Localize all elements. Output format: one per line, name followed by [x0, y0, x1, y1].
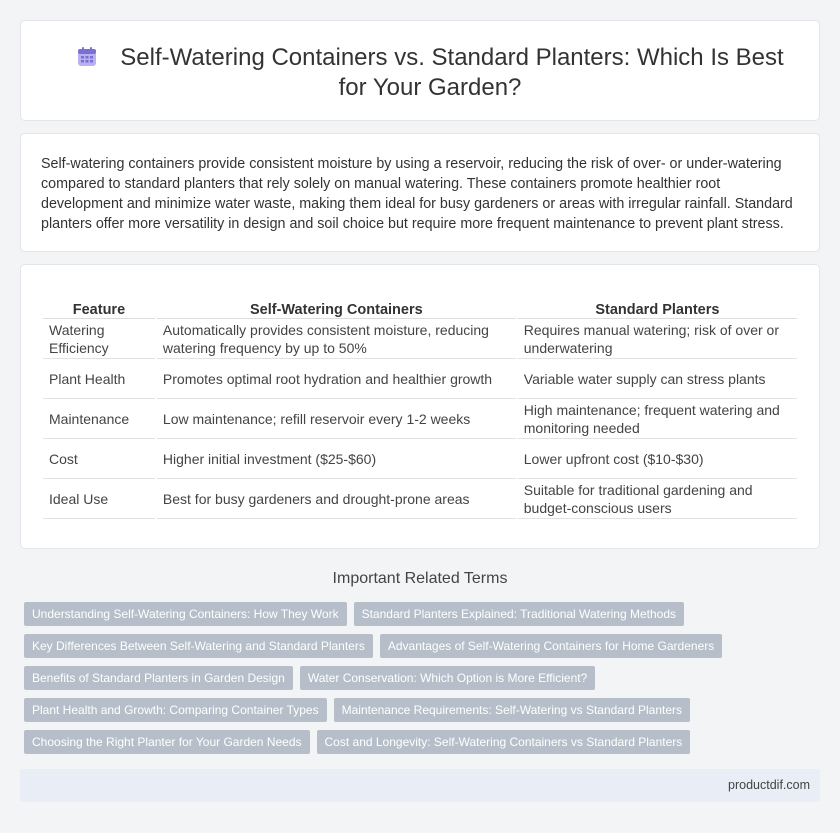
- related-term-link[interactable]: Standard Planters Explained: Traditional Watering Methods: [354, 602, 684, 626]
- comparison-table: [41, 295, 799, 519]
- comparison-card: [20, 264, 820, 549]
- table-cell: Variable water supply can stress plants: [518, 359, 797, 399]
- related-term-link[interactable]: Water Conservation: Which Option is More Efficient?: [300, 666, 595, 690]
- related-terms-title: Important Related Terms: [332, 570, 508, 587]
- tag-row: [24, 602, 824, 626]
- table-cell: Watering Efficiency: [43, 319, 155, 359]
- related-term-link[interactable]: Maintenance Requirements: Self-Watering vs Standard Planters: [334, 698, 690, 722]
- header-standard: Standard Planters: [518, 295, 797, 319]
- related-term-link[interactable]: Understanding Self-Watering Containers: How They Work: [24, 602, 347, 626]
- table-cell: Best for busy gardeners and drought-prone areas: [157, 479, 516, 519]
- table-cell: Plant Health: [43, 359, 155, 399]
- related-term-link[interactable]: Plant Health and Growth: Comparing Container Types: [24, 698, 327, 722]
- table-row: [43, 399, 797, 439]
- table-cell: Maintenance: [43, 399, 155, 439]
- site-name[interactable]: productdif.com: [728, 778, 810, 792]
- header-feature: Feature: [43, 295, 155, 319]
- table-cell: Lower upfront cost ($10-$30): [518, 439, 797, 479]
- related-term-link[interactable]: Choosing the Right Planter for Your Garden Needs: [24, 730, 310, 754]
- related-term-link[interactable]: Cost and Longevity: Self-Watering Containers vs Standard Planters: [317, 730, 691, 754]
- intro-paragraph: Self-watering containers provide consistent moisture by using a reservoir, reducing the risk of over- or under-watering compared to standard planters that rely solely on manual watering. These containers promote healthier root development and minimize water waste, making them ideal for busy gardeners or areas with irregular rainfall. Standard planters offer more versatility in design and soil choice but require more frequent maintenance to prevent plant stress.: [41, 156, 793, 232]
- table-cell: Higher initial investment ($25-$60): [157, 439, 516, 479]
- title-wrap: [61, 43, 799, 103]
- table-cell: Promotes optimal root hydration and healthier growth: [157, 359, 516, 399]
- tag-row: [24, 666, 824, 690]
- table-row: [43, 319, 797, 359]
- table-row: [43, 359, 797, 399]
- header-self-watering: Self-Watering Containers: [157, 295, 516, 319]
- intro-card: [20, 133, 820, 252]
- related-term-link[interactable]: Benefits of Standard Planters in Garden Design: [24, 666, 293, 690]
- tag-row: [24, 698, 824, 722]
- table-cell: Low maintenance; refill reservoir every 1-2 weeks: [157, 399, 516, 439]
- table-cell: Requires manual watering; risk of over or underwatering: [518, 319, 797, 359]
- table-cell: Automatically provides consistent moisture, reducing watering frequency by up to 50%: [157, 319, 516, 359]
- header-card: [20, 20, 820, 121]
- table-header-row: [43, 295, 797, 319]
- table-cell: Cost: [43, 439, 155, 479]
- page-title-text: Self-Watering Containers vs. Standard Planters: Which Is Best for Your Garden?: [120, 44, 784, 101]
- related-terms-list: [24, 602, 824, 762]
- page-title: [61, 43, 799, 103]
- calendar-icon: [76, 46, 98, 68]
- table-cell: High maintenance; frequent watering and monitoring needed: [518, 399, 797, 439]
- table-cell: Ideal Use: [43, 479, 155, 519]
- related-term-link[interactable]: Advantages of Self-Watering Containers for Home Gardeners: [380, 634, 722, 658]
- tag-row: [24, 634, 824, 658]
- related-term-link[interactable]: Key Differences Between Self-Watering and Standard Planters: [24, 634, 373, 658]
- table-row: [43, 439, 797, 479]
- table-row: [43, 479, 797, 519]
- footer: [20, 769, 820, 802]
- tag-row: [24, 730, 824, 754]
- table-cell: Suitable for traditional gardening and budget-conscious users: [518, 479, 797, 519]
